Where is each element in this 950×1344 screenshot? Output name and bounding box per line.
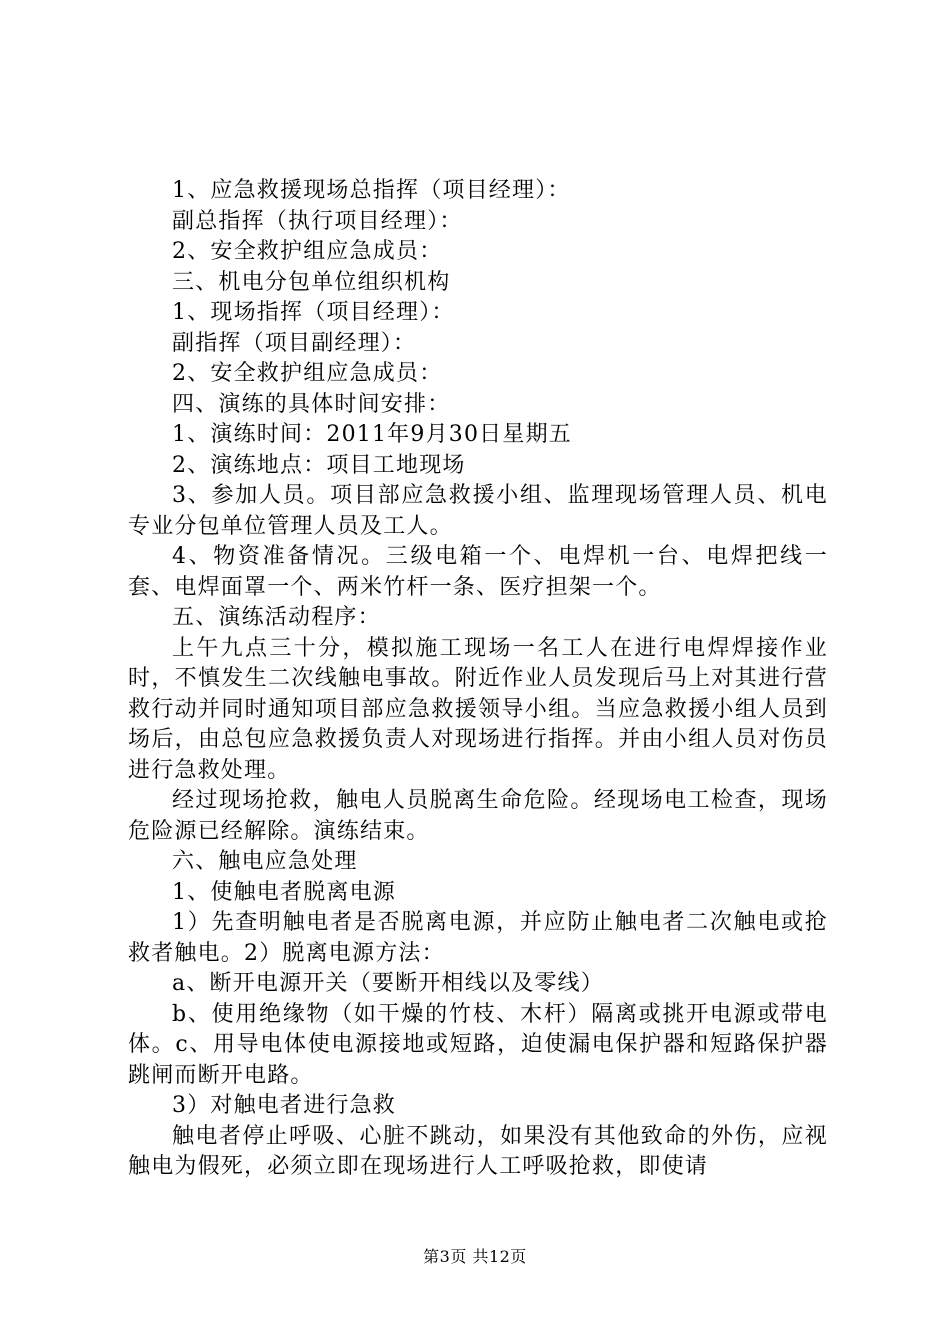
paragraph: 触电者停止呼吸、心脏不跳动，如果没有其他致命的外伤，应视触电为假死，必须立即在现场进行人工呼吸抢救，即使请 — [128, 1123, 828, 1179]
paragraph: 1、使触电者脱离电源 — [172, 879, 396, 905]
paragraph: 4、物资准备情况。三级电箱一个、电焊机一台、电焊把线一套、电焊面罩一个、两米竹杆一条、医疗担架一个。 — [128, 544, 828, 600]
paragraph: 四、演练的具体时间安排： — [172, 391, 451, 417]
paragraph: 上午九点三十分，模拟施工现场一名工人在进行电焊焊接作业时，不慎发生二次线触电事故。附近作业人员发现后马上对其进行营救行动并同时通知项目部应急救援领导小组。当应急救援小组人员到场后，由总包应急救援负责人对现场进行指挥。并由小组人员对伤员进行急救处理。 — [128, 635, 828, 783]
paragraph: 经过现场抢救，触电人员脱离生命危险。经现场电工检查，现场危险源已经解除。演练结束。 — [128, 788, 828, 844]
paragraph: 1）先查明触电者是否脱离电源，并应防止触电者二次触电或抢救者触电。2）脱离电源方法： — [128, 910, 828, 966]
paragraph: 副指挥（项目副经理）： — [172, 330, 417, 356]
paragraph: 副总指挥（执行项目经理）： — [172, 208, 463, 234]
paragraph: 2、安全救护组应急成员： — [172, 361, 443, 386]
paragraph: 1、演练时间：2011年9月30日星期五 — [172, 422, 572, 447]
paragraph: 五、演练活动程序： — [172, 605, 381, 630]
paragraph: a、断开电源开关（要断开相线以及零线） — [172, 971, 604, 996]
paragraph: 2、安全救护组应急成员： — [172, 239, 443, 264]
document-body — [128, 176, 828, 1183]
paragraph: b、使用绝缘物（如干燥的竹枝、木杆）隔离或挑开电源或带电体。c、用导电体使电源接地或短路，迫使漏电保护器和短路保护器跳闸而断开电路。 — [128, 1001, 828, 1088]
paragraph: 三、机电分包单位组织机构 — [172, 269, 451, 295]
paragraph: 3）对触电者进行急救 — [172, 1093, 396, 1118]
page-number-footer: 第3页 共12页 — [423, 1247, 527, 1266]
paragraph: 六、触电应急处理 — [172, 849, 358, 874]
paragraph: 1、应急救援现场总指挥（项目经理）： — [172, 178, 571, 203]
paragraph: 2、演练地点：项目工地现场 — [172, 452, 466, 478]
paragraph: 3、参加人员。项目部应急救援小组、监理现场管理人员、机电专业分包单位管理人员及工人。 — [128, 483, 828, 539]
paragraph: 1、现场指挥（项目经理）： — [172, 300, 455, 325]
